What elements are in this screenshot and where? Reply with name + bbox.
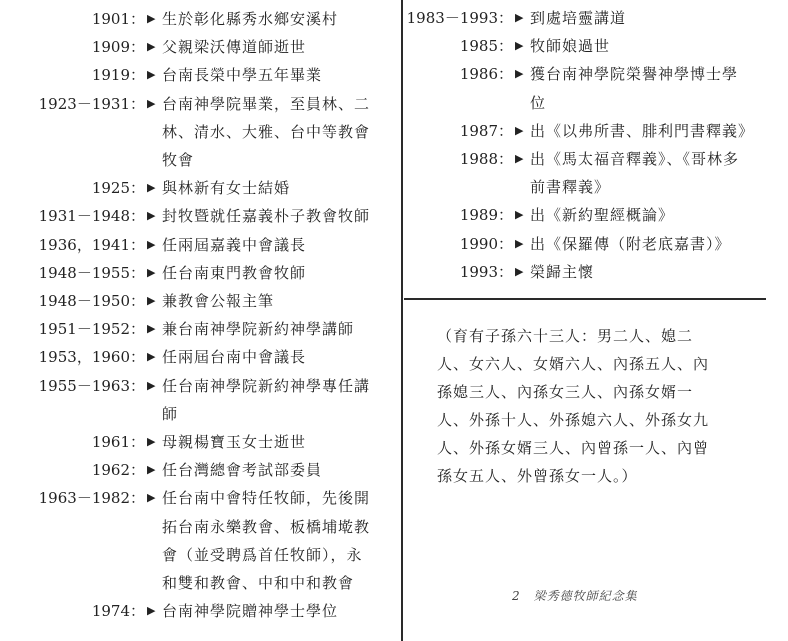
note-line: 人、女六人、女婿六人、內孫五人、內 bbox=[437, 355, 710, 373]
timeline-year: 1948－1955： bbox=[38, 263, 145, 282]
timeline-year: 1919： bbox=[91, 66, 145, 85]
timeline-year: 1955－1963： bbox=[38, 376, 145, 395]
timeline-year: 1989： bbox=[459, 206, 513, 225]
triangle-right-icon: ▶ bbox=[147, 350, 156, 364]
timeline-text: 封牧暨就任嘉義朴子教會牧師 bbox=[162, 207, 371, 226]
triangle-right-icon: ▶ bbox=[147, 237, 156, 251]
triangle-right-icon: ▶ bbox=[147, 322, 156, 336]
timeline-text: 兼教會公報主筆 bbox=[162, 292, 275, 310]
timeline-text: 牧師娘過世 bbox=[530, 37, 611, 56]
timeline-year: 1988： bbox=[459, 150, 513, 168]
triangle-right-icon: ▶ bbox=[147, 435, 156, 448]
timeline-text: 出《以弗所書、腓利門書釋義》 bbox=[530, 121, 755, 140]
timeline-year: 1909： bbox=[91, 38, 145, 57]
timeline-text: 會（並受聘爲首任牧師），永 bbox=[162, 545, 363, 564]
timeline-text: 任兩屆台南中會議長 bbox=[162, 348, 307, 367]
timeline-text: 母親楊寶玉女士逝世 bbox=[162, 433, 307, 451]
timeline-text: 出《新約聖經概論》 bbox=[530, 206, 675, 225]
timeline-text: 台南神學院贈神學士學位 bbox=[162, 602, 339, 621]
timeline-year: 1931－1948： bbox=[38, 207, 145, 226]
timeline-text: 出《保羅傳（附老底嘉書）》 bbox=[530, 234, 731, 253]
timeline-year: 1923－1931： bbox=[38, 94, 145, 113]
timeline-text: 與林新有女士結婚 bbox=[162, 179, 291, 198]
note-line: 人、外孫十人、外孫媳六人、外孫女九 bbox=[437, 411, 710, 429]
triangle-right-icon: ▶ bbox=[147, 463, 156, 477]
triangle-right-icon: ▶ bbox=[515, 236, 524, 250]
timeline-text: 牧會 bbox=[162, 151, 195, 169]
triangle-right-icon: ▶ bbox=[147, 378, 156, 392]
timeline-year: 1993： bbox=[459, 262, 513, 281]
triangle-right-icon: ▶ bbox=[147, 209, 156, 223]
timeline-year: 1985： bbox=[459, 37, 513, 56]
timeline-text: 任台南中會特任牧師，先後開 bbox=[162, 489, 371, 508]
triangle-right-icon: ▶ bbox=[515, 152, 524, 165]
timeline-text: 任台南神學院新約神學專任講 bbox=[162, 376, 371, 395]
timeline-year: 1986： bbox=[459, 65, 513, 84]
timeline-text: 任台灣總會考試部委員 bbox=[162, 461, 323, 480]
timeline-text: 拓台南永樂教會、板橋埔墘教 bbox=[162, 517, 371, 536]
note-line: 孫女五人、外曾孫女一人。） bbox=[437, 467, 638, 485]
triangle-right-icon: ▶ bbox=[147, 491, 156, 505]
timeline-text: 生於彰化縣秀水鄉安溪村 bbox=[162, 10, 339, 28]
page-footer: 2 梁秀德牧師紀念集 bbox=[512, 589, 638, 603]
triangle-right-icon: ▶ bbox=[147, 265, 156, 279]
timeline-text: 任台南東門教會牧師 bbox=[162, 263, 307, 282]
note-line: 人、外孫女婿三人、內曾孫一人、內曾 bbox=[437, 439, 710, 457]
timeline-year: 1963－1982： bbox=[38, 489, 145, 508]
descendants-note bbox=[437, 322, 767, 490]
note-line: 孫媳三人、內孫女三人、內孫女婿一 bbox=[437, 383, 694, 401]
timeline-year: 1983－1993： bbox=[406, 9, 513, 27]
timeline-year: 1901： bbox=[91, 10, 145, 28]
triangle-right-icon: ▶ bbox=[515, 264, 524, 278]
timeline-text: 到處培靈講道 bbox=[530, 9, 627, 27]
triangle-right-icon: ▶ bbox=[515, 208, 524, 222]
timeline-year: 1951－1952： bbox=[38, 320, 145, 339]
timeline-text: 獲台南神學院榮譽神學博士學 bbox=[530, 65, 739, 84]
triangle-right-icon: ▶ bbox=[147, 181, 156, 195]
timeline-text: 台南長榮中學五年畢業 bbox=[162, 66, 323, 85]
triangle-right-icon: ▶ bbox=[147, 40, 156, 54]
section-divider bbox=[404, 298, 766, 300]
timeline-text: 兼台南神學院新約神學講師 bbox=[162, 320, 355, 339]
timeline-year: 1962： bbox=[91, 461, 145, 480]
note-line: （育有子孫六十三人：男二人、媳二 bbox=[437, 327, 694, 345]
timeline-text: 父親梁沃傳道師逝世 bbox=[162, 38, 307, 57]
triangle-right-icon: ▶ bbox=[147, 96, 156, 110]
triangle-right-icon: ▶ bbox=[515, 11, 524, 24]
timeline-year: 1936，1941： bbox=[38, 235, 145, 254]
triangle-right-icon: ▶ bbox=[515, 39, 524, 53]
timeline-text: 台南神學院畢業，至員林、二 bbox=[162, 94, 371, 113]
column-divider bbox=[401, 0, 403, 641]
timeline-text: 任兩屆嘉義中會議長 bbox=[162, 235, 307, 254]
timeline-text: 出《馬太福音釋義》、《哥林多 bbox=[530, 150, 740, 168]
timeline-year: 1961： bbox=[91, 433, 145, 451]
timeline-text: 和雙和教會、中和中和教會 bbox=[162, 574, 355, 592]
timeline-text: 師 bbox=[162, 404, 179, 423]
triangle-right-icon: ▶ bbox=[147, 294, 156, 307]
triangle-right-icon: ▶ bbox=[515, 67, 524, 81]
triangle-right-icon: ▶ bbox=[147, 604, 156, 618]
timeline-text: 前書釋義》 bbox=[530, 178, 611, 197]
timeline-year: 1948－1950： bbox=[38, 292, 145, 310]
triangle-right-icon: ▶ bbox=[515, 123, 524, 137]
timeline-year: 1974： bbox=[91, 602, 145, 621]
timeline-year: 1987： bbox=[459, 121, 513, 140]
triangle-right-icon: ▶ bbox=[147, 68, 156, 82]
timeline-text: 林、清水、大雅、台中等教會 bbox=[162, 122, 371, 141]
timeline-year: 1925： bbox=[91, 179, 145, 198]
triangle-right-icon: ▶ bbox=[147, 12, 156, 25]
timeline-text: 榮歸主懷 bbox=[530, 262, 595, 281]
timeline-year: 1990： bbox=[459, 234, 513, 253]
timeline-text: 位 bbox=[530, 93, 547, 112]
timeline-year: 1953，1960： bbox=[38, 348, 145, 367]
